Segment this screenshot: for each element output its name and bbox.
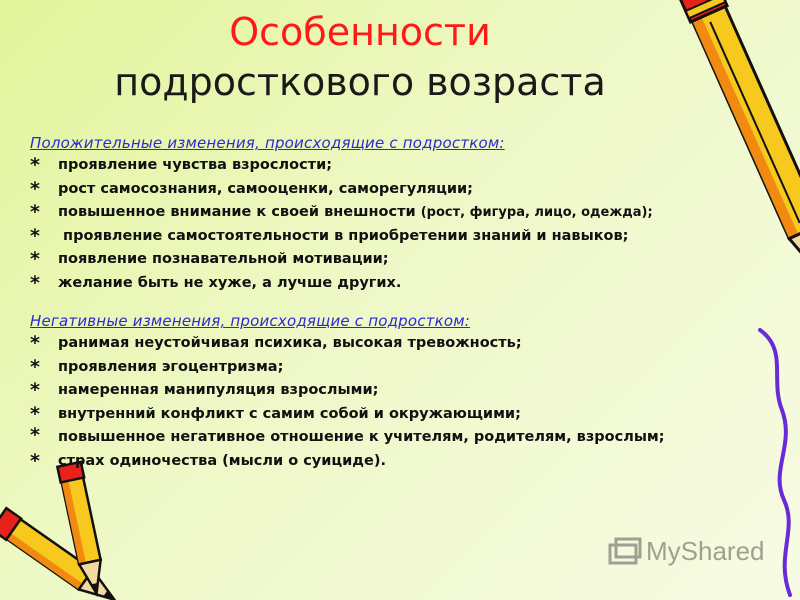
list-item-text: ранимая неустойчивая психика, высокая тревожность; — [58, 335, 522, 351]
list-item-extra: (рост, фигура, лицо, одежда); — [420, 205, 653, 220]
list-item-text: рост самосознания, самооценки, саморегуляции; — [58, 180, 473, 197]
list-item — [30, 178, 775, 202]
positive-heading: Положительные изменения, происходящие с подростком: — [30, 134, 505, 152]
pencil-icon-small-1 — [0, 508, 122, 600]
list-item-text: появление познавательной мотивации; — [58, 251, 389, 267]
bullet-star: * — [30, 248, 40, 270]
list-item-text: желание быть не хуже, а лучше других. — [58, 274, 402, 291]
list-item-text: повышенное внимание к своей внешности — [58, 204, 416, 220]
watermark — [608, 536, 765, 567]
bullet-star: * — [30, 424, 40, 446]
bullet-star: * — [30, 332, 40, 354]
positive-changes-section — [30, 134, 775, 295]
positive-list — [30, 154, 775, 295]
list-item-text: страх одиночества (мысли о суициде). — [58, 453, 386, 469]
list-item-text: повышенное негативное отношение к учителям, родителям, взрослым; — [58, 429, 665, 445]
list-item-text: намеренная манипуляция взрослыми; — [58, 382, 379, 398]
title-line-2: подросткового возраста — [114, 60, 606, 104]
title-line-1: Особенности — [229, 10, 491, 54]
myshared-logo-icon — [608, 537, 642, 567]
list-item — [30, 356, 775, 380]
bullet-star: * — [30, 224, 40, 247]
list-item-text: внутренний конфликт с самим собой и окружающими; — [58, 405, 521, 422]
bullet-star: * — [30, 402, 40, 425]
list-item — [30, 225, 775, 249]
bullet-star: * — [30, 271, 40, 294]
bullet-star: * — [30, 450, 40, 472]
list-item — [30, 426, 775, 450]
bullet-star: * — [30, 177, 40, 200]
list-item — [30, 379, 775, 403]
list-item — [30, 248, 775, 272]
bullet-star: * — [30, 379, 40, 401]
negative-heading: Негативные изменения, происходящие с подростком: — [30, 312, 471, 330]
list-item-text: проявление чувства взрослости; — [58, 157, 333, 173]
list-item-text: проявления эгоцентризма; — [58, 358, 284, 375]
list-item — [30, 450, 775, 474]
list-item — [30, 272, 775, 296]
watermark-text: MyShared — [646, 536, 765, 566]
negative-changes-section — [30, 312, 775, 474]
list-item — [30, 332, 775, 356]
bullet-star: * — [30, 355, 40, 378]
list-item — [30, 201, 775, 225]
bullet-star: * — [30, 154, 40, 176]
list-item — [30, 154, 775, 178]
list-item-text: проявление самостоятельности в приобретении знаний и навыков; — [58, 227, 629, 244]
list-item — [30, 403, 775, 427]
bullet-star: * — [30, 201, 40, 223]
negative-list — [30, 332, 775, 474]
